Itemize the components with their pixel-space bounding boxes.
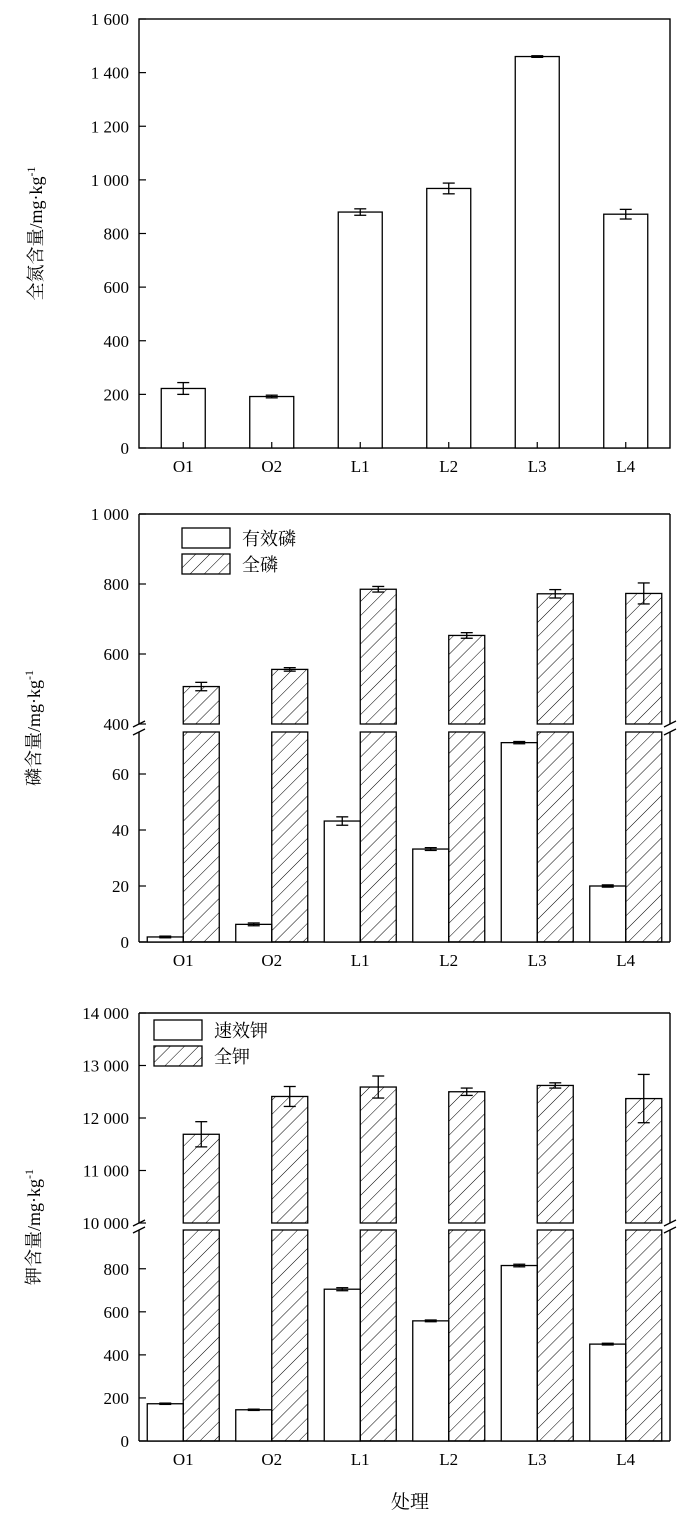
bar-全磷 xyxy=(360,589,396,724)
y-axis-title: 全氮含量$/mg\cdot kg^{-1}$ xyxy=(24,166,46,301)
y-tick-label: 600 xyxy=(103,278,129,298)
y-tick-label: 0 xyxy=(120,1432,129,1451)
bar-速效钾 xyxy=(413,1321,449,1441)
bar-全钾 xyxy=(449,1092,485,1223)
x-tick-label: L4 xyxy=(616,951,636,970)
legend-swatch xyxy=(182,554,230,574)
bar xyxy=(250,397,294,448)
bar-速效钾 xyxy=(324,1289,360,1441)
y-tick-label: 20 xyxy=(112,877,129,896)
y-tick-label: 14 000 xyxy=(82,1004,129,1023)
bar-全钾-lower xyxy=(626,1230,662,1441)
potassium-chart xyxy=(22,1004,676,1469)
x-tick-label: L2 xyxy=(439,1450,459,1469)
legend-label: 有效磷 xyxy=(242,529,296,549)
x-tick-label: L3 xyxy=(527,951,547,970)
x-tick-label: O2 xyxy=(261,457,283,476)
bar-全钾-lower xyxy=(537,1230,573,1441)
y-axis-title: 磷含量$/mg\cdot kg^{-1}$ xyxy=(22,670,44,786)
bar-全磷-lower xyxy=(449,732,485,942)
bar xyxy=(427,188,471,448)
x-tick-label: O2 xyxy=(261,951,283,970)
y-tick-label: 0 xyxy=(120,933,129,952)
y-tick-label: 600 xyxy=(103,1302,129,1322)
legend-label: 全磷 xyxy=(242,555,278,575)
x-tick-label: L1 xyxy=(350,1450,370,1469)
y-tick-label: 60 xyxy=(112,765,129,784)
nitrogen-chart xyxy=(24,10,670,476)
y-tick-label: 600 xyxy=(103,645,129,664)
y-tick-label: 200 xyxy=(103,1388,129,1408)
bar-全磷-lower xyxy=(537,732,573,942)
legend-swatch xyxy=(154,1020,202,1040)
x-axis-title: 处理 xyxy=(390,1492,430,1513)
phosphorus-chart xyxy=(22,505,676,970)
y-tick-label: 400 xyxy=(103,715,129,734)
y-tick-label: 200 xyxy=(103,385,129,405)
legend-swatch xyxy=(182,528,230,548)
bar-全钾-lower xyxy=(183,1230,219,1441)
legend-label: 速效钾 xyxy=(214,1021,268,1041)
bar xyxy=(338,212,382,448)
y-tick-label: 10 000 xyxy=(82,1214,129,1233)
bar-全磷 xyxy=(183,687,219,724)
y-tick-label: 400 xyxy=(103,1345,129,1365)
bar-全钾 xyxy=(537,1085,573,1223)
y-tick-label: 1 200 xyxy=(90,117,129,137)
y-tick-label: 13 000 xyxy=(82,1056,129,1076)
plot-frame xyxy=(139,19,670,448)
y-tick-label: 1 000 xyxy=(90,170,129,190)
legend xyxy=(182,528,296,575)
bar-全钾 xyxy=(272,1096,308,1223)
y-tick-label: 12 000 xyxy=(82,1109,129,1128)
x-tick-label: O1 xyxy=(172,457,194,476)
bar-有效磷 xyxy=(590,886,626,942)
x-tick-label: L3 xyxy=(527,1450,547,1469)
y-tick-label: 800 xyxy=(103,224,129,244)
bar-全磷-lower xyxy=(360,732,396,942)
bar-速效钾 xyxy=(236,1410,272,1441)
bar-全钾-lower xyxy=(360,1230,396,1441)
bar-有效磷 xyxy=(413,849,449,942)
bar-有效磷 xyxy=(324,821,360,942)
bar-速效钾 xyxy=(590,1344,626,1441)
bar xyxy=(515,57,559,448)
x-tick-label: O1 xyxy=(172,951,194,970)
bar-全磷-lower xyxy=(183,732,219,942)
legend xyxy=(154,1020,268,1067)
bar-全磷-lower xyxy=(272,732,308,942)
bar-全磷 xyxy=(449,635,485,724)
bar-全钾 xyxy=(360,1087,396,1223)
y-tick-label: 40 xyxy=(112,821,129,840)
y-tick-label: 1 000 xyxy=(90,505,129,524)
x-tick-label: L2 xyxy=(439,951,459,970)
y-axis-title: 钾含量$/mg\cdot kg^{-1}$ xyxy=(22,1169,44,1285)
bar-全磷 xyxy=(626,593,662,724)
x-tick-label: O2 xyxy=(261,1450,283,1469)
legend-swatch xyxy=(154,1046,202,1066)
bar-速效钾 xyxy=(501,1266,537,1441)
bar-有效磷 xyxy=(501,743,537,942)
y-tick-label: 1 400 xyxy=(90,63,129,83)
y-tick-label: 11 000 xyxy=(82,1161,129,1181)
y-tick-label: 800 xyxy=(103,575,129,594)
bar-全钾 xyxy=(183,1134,219,1223)
y-tick-label: 0 xyxy=(120,439,129,458)
x-tick-label: L1 xyxy=(350,951,370,970)
x-tick-label: L2 xyxy=(439,457,459,476)
y-tick-label: 800 xyxy=(103,1259,129,1279)
x-tick-label: L1 xyxy=(350,457,370,476)
legend-label: 全钾 xyxy=(214,1047,250,1067)
bar-速效钾 xyxy=(147,1404,183,1441)
x-tick-label: L4 xyxy=(616,457,636,476)
bar-全磷 xyxy=(537,594,573,724)
x-tick-label: L4 xyxy=(616,1450,636,1469)
bar-全钾-lower xyxy=(272,1230,308,1441)
bar-全磷-lower xyxy=(626,732,662,942)
y-tick-label: 1 600 xyxy=(90,10,129,29)
x-tick-label: L3 xyxy=(527,457,547,476)
bar-全钾-lower xyxy=(449,1230,485,1441)
bar-有效磷 xyxy=(236,924,272,942)
bar xyxy=(161,388,205,448)
y-tick-label: 400 xyxy=(103,331,129,351)
bar-全磷 xyxy=(272,669,308,724)
bar xyxy=(604,214,648,448)
x-tick-label: O1 xyxy=(172,1450,194,1469)
